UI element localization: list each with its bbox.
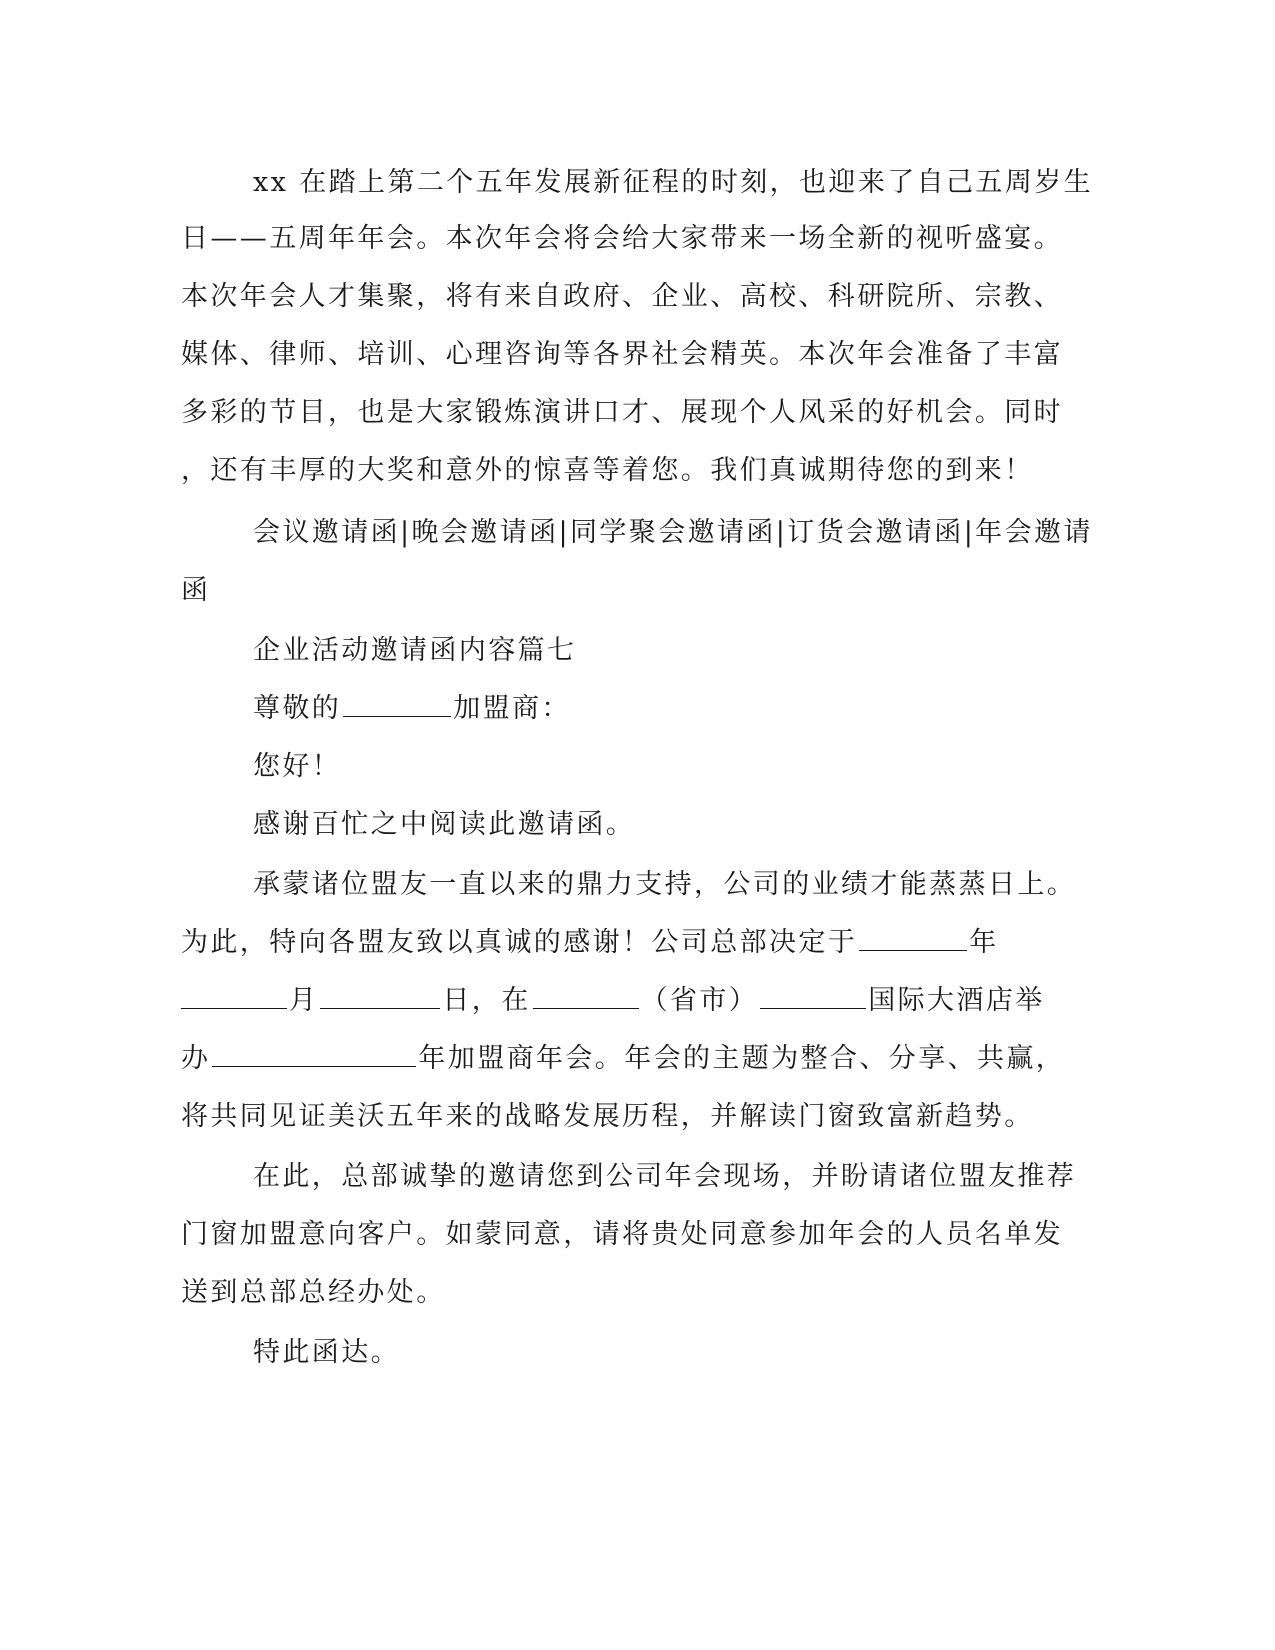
text-segment: 为此，特向各盟友致以真诚的感谢！公司总部决定于 [181, 927, 858, 958]
paragraph-line: 承蒙诸位盟友一直以来的鼎力支持，公司的业绩才能蒸蒸日上。 [253, 869, 1077, 900]
text-segment: 国际大酒店举 [868, 985, 1045, 1016]
blank-field [343, 690, 451, 717]
paragraph-line: xx 在踏上第二个五年发展新征程的时刻，也迎来了自己五周岁生 [253, 167, 1094, 198]
paragraph-line: 媒体、律师、培训、心理咨询等各界社会精英。本次年会准备了丰富 [181, 339, 1063, 370]
paragraph-line: 在此，总部诚挚的邀请您到公司年会现场，并盼请诸位盟友推荐 [253, 1161, 1077, 1192]
blank-field [760, 982, 866, 1009]
text-segment: 日，在 [442, 985, 531, 1016]
paragraph-line: 送到总部总经办处。 [181, 1277, 446, 1308]
salutation-prefix: 尊敬的 [253, 693, 342, 724]
text-segment: 年 [969, 927, 999, 958]
related-links-line: 会议邀请函|晚会邀请函|同学聚会邀请函|订货会邀请函|年会邀请 [253, 517, 1093, 548]
blank-field [212, 1040, 416, 1067]
blank-field [533, 982, 639, 1009]
paragraph-line: 多彩的节目，也是大家锻炼演讲口才、展现个人风采的好机会。同时 [181, 397, 1063, 428]
paragraph-line [181, 981, 1045, 1021]
blank-field [859, 924, 967, 951]
salutation [253, 689, 571, 729]
paragraph-line: 门窗加盟意向客户。如蒙同意，请将贵处同意参加年会的人员名单发 [181, 1219, 1063, 1250]
text-segment: 月 [289, 985, 319, 1016]
paragraph-line: 本次年会人才集聚，将有来自政府、企业、高校、科研院所、宗教、 [181, 281, 1063, 312]
blank-field [181, 982, 287, 1009]
paragraph-line: 将共同见证美沃五年来的战略发展历程，并解读门窗致富新趋势。 [181, 1101, 1034, 1132]
thanks-line: 感谢百忙之中阅读此邀请函。 [253, 809, 636, 840]
text-segment: 办 [181, 1043, 211, 1074]
paragraph-line [181, 923, 999, 963]
closing-line: 特此函达。 [253, 1337, 400, 1368]
section-title: 企业活动邀请函内容篇七 [253, 635, 577, 666]
greeting: 您好！ [253, 751, 342, 782]
text-segment: 年加盟商年会。年会的主题为整合、分享、共赢， [418, 1043, 1066, 1074]
paragraph-line [181, 1039, 1065, 1079]
related-links-line: 函 [181, 575, 211, 606]
paragraph-line: ，还有丰厚的大奖和意外的惊喜等着您。我们真诚期待您的到来！ [181, 455, 1034, 486]
salutation-suffix: 加盟商： [453, 693, 571, 724]
paragraph-line: 日——五周年年会。本次年会将会给大家带来一场全新的视听盛宴。 [181, 223, 1063, 254]
text-segment: （省市） [640, 985, 759, 1016]
blank-field [320, 982, 440, 1009]
